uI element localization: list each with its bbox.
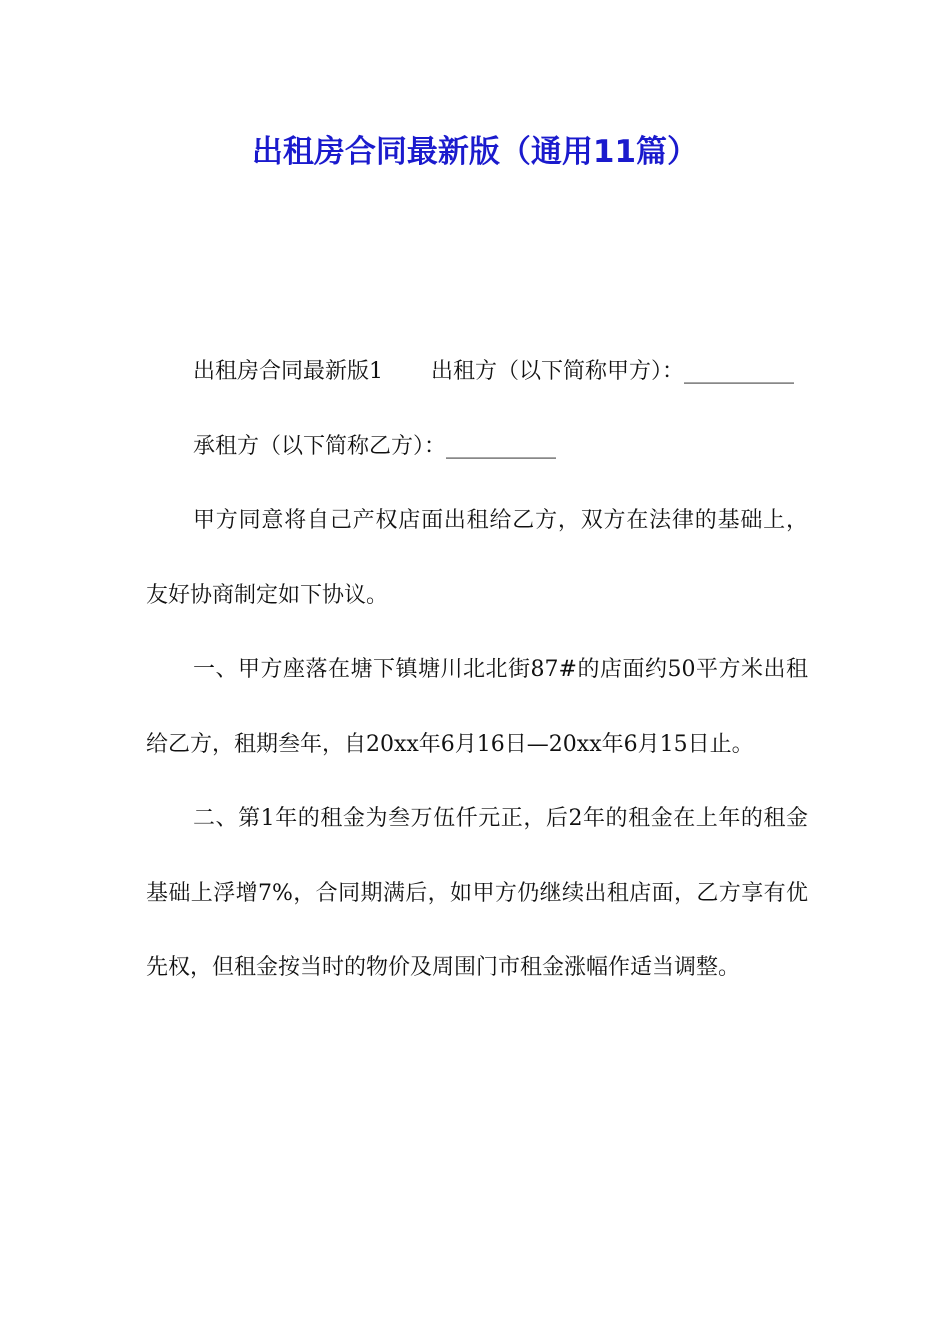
paragraph-agreement: 甲方同意将自己产权店面出租给乙方，双方在法律的基础上，友好协商制定如下协议。: [146, 508, 808, 608]
paragraph-clause-2: 二、第1年的租金为叁万伍仟元正，后2年的租金在上年的租金基础上浮增7%，合同期满后，如甲方仍继续出租店面，乙方享有优先权，但租金按当时的物价及周围门市租金涨幅作适当调整。: [146, 806, 808, 980]
paragraph-clause-1: 一、甲方座落在塘下镇塘川北北街87#的店面约50平方米出租给乙方，租期叁年，自20xx年6月16日—20xx年6月15日止。: [146, 657, 808, 757]
document-title: 出租房合同最新版（通用11篇）: [251, 134, 699, 170]
paragraph-lessee: 承租方（以下简称乙方）：__________: [193, 433, 557, 459]
document-body: [146, 335, 808, 1006]
lessor-line: 出租方（以下简称甲方）：__________: [431, 359, 795, 384]
paragraph-lessor: [146, 335, 808, 410]
contract-heading: 出租房合同最新版1: [193, 359, 383, 384]
